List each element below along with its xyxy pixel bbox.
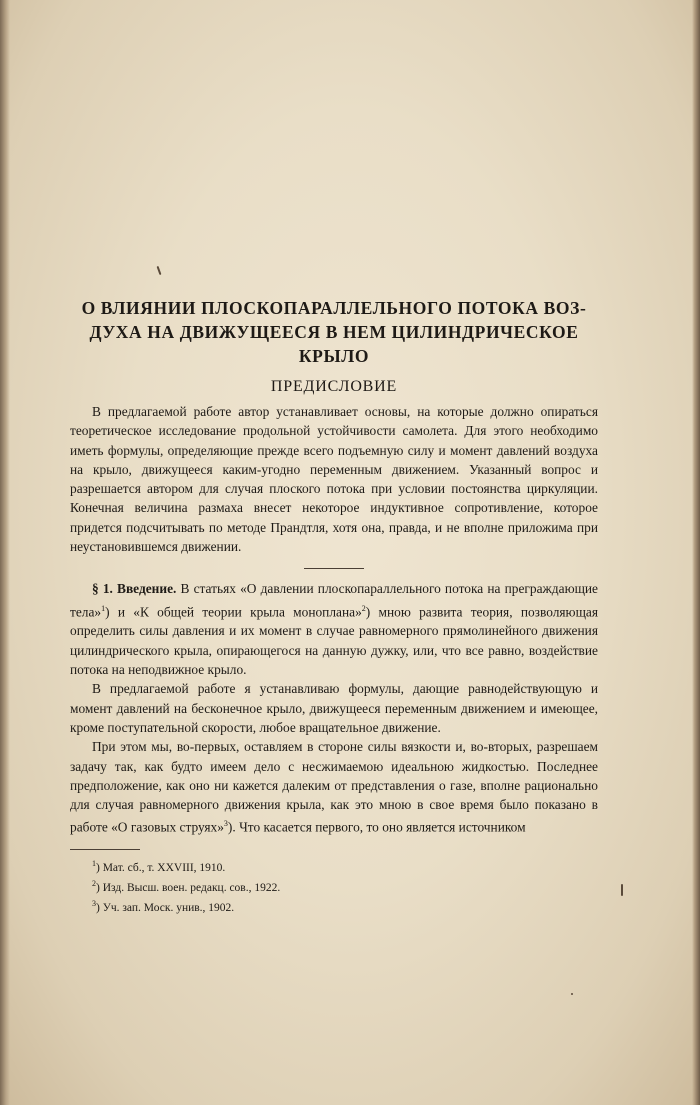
title-line: О ВЛИЯНИИ ПЛОСКОПАРАЛЛЕЛЬНОГО ПОТОКА ВОЗ- bbox=[81, 298, 587, 318]
page-left-edge bbox=[0, 0, 10, 1105]
footnote bbox=[92, 896, 598, 916]
title-line: КРЫЛО bbox=[298, 346, 370, 366]
scan-speck bbox=[571, 993, 573, 995]
footnote-ref: 3 bbox=[223, 819, 228, 829]
footnote bbox=[92, 856, 598, 876]
section1-paragraph-2: В предлагаемой работе я устанавливаю формулы, дающие равнодействующую и момент давлений на бесконечное крыло, движущееся переменным движением и имеющее, кроме поступательной скорости, любое вращательное движение. bbox=[70, 681, 598, 735]
text-run: ) и «К общей теории крыла моноплана» bbox=[105, 604, 362, 620]
footnote-mark: 3 bbox=[92, 898, 96, 908]
text-run: ) мною развита теория, позволяющая определить силы давления и их момент в случае равномерного прямолинейного движения цилиндрического крыла, опирающегося на данную дужку, или, что все равно, воздействие потока на неподвижное крыло. bbox=[70, 604, 598, 678]
preface-paragraph: В предлагаемой работе автор устанавливает основы, на которые должно опираться теоретическое исследование продольной устойчивости самолета. Для этого необходимо иметь формулы, определяющие прежде всего подъемную силу и момент давлений воздуха на крыло, движущееся каким-угодно переменным движением. Указанный вопрос и разрешается автором для случая плоского потока при условии постоянства циркуляции. Конечная величина размаха внесет некоторое индуктивное сопротивление, которое придется подсчитывать по методе Прандтля, хотя она, правда, и не вполне приложима при неустановившемся движении. bbox=[70, 404, 598, 555]
article-title bbox=[70, 296, 598, 368]
section-divider bbox=[304, 568, 364, 569]
footnote-text: ) Уч. зап. Моск. унив., 1902. bbox=[96, 901, 235, 914]
footnote-rule bbox=[70, 849, 140, 850]
title-line: ДУХА НА ДВИЖУЩЕЕСЯ В НЕМ ЦИЛИНДРИЧЕСКОЕ bbox=[89, 322, 579, 342]
section1-paragraph-1 bbox=[70, 579, 598, 679]
footnote-mark: 2 bbox=[92, 879, 96, 888]
footnote-mark: 1 bbox=[92, 859, 96, 869]
preface-heading: ПРЕДИСЛОВИЕ bbox=[270, 378, 398, 395]
footnote-ref: 2 bbox=[361, 603, 366, 613]
page-right-edge bbox=[692, 0, 700, 1105]
section1-heading: § 1. Введение. bbox=[92, 581, 177, 597]
scan-speck bbox=[621, 884, 623, 896]
article bbox=[70, 296, 598, 916]
text-run: ). Что касается первого, то оно является источником bbox=[227, 819, 526, 835]
text-run: При этом мы, во-первых, оставляем в стороне силы вязкости и, во-вторых, разрешаем задачу так, как будто имеем дело с несжимаемою идеальною жидкостью. Последнее предположение, как оно ни кажется далеким от представления о газе, вполне рационально для случая равномерного движения крыла, как это мною в свое время было показано в работе «О газовых струях» bbox=[70, 739, 598, 835]
footnote-text: ) Изд. Высш. воен. редакц. сов., 1922. bbox=[96, 881, 281, 894]
footnote-text: ) Мат. сб., т. XXVIII, 1910. bbox=[96, 862, 226, 874]
text-run: В статьях «О давлении плоскопараллельного потока на преграждающие тела» bbox=[70, 581, 598, 620]
footnote-ref: 1 bbox=[101, 603, 106, 613]
section1-paragraph-3 bbox=[70, 737, 598, 837]
scan-speck bbox=[157, 266, 162, 275]
footnote bbox=[92, 876, 598, 896]
